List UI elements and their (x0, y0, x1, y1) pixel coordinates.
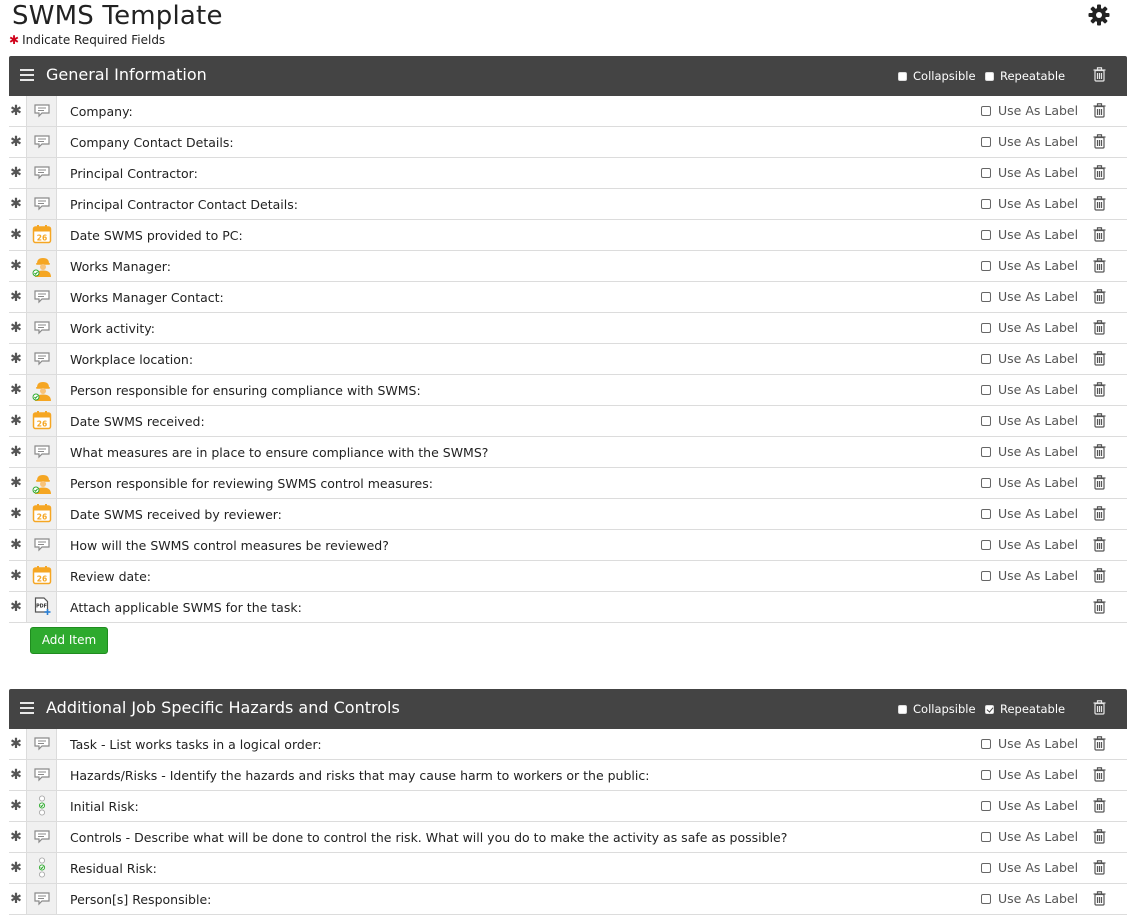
use-as-label-option[interactable] (981, 537, 1078, 552)
field-row[interactable] (9, 561, 1127, 592)
collapsible-checkbox[interactable] (898, 72, 907, 81)
use-as-label-checkbox[interactable] (981, 168, 991, 178)
calendar-icon[interactable] (26, 220, 57, 250)
field-label[interactable]: Principal Contractor Contact Details: (70, 197, 298, 212)
field-row[interactable] (9, 822, 1127, 853)
collapsible-option[interactable] (898, 69, 976, 83)
use-as-label-text: Use As Label (998, 413, 1079, 428)
delete-row-icon[interactable] (1093, 258, 1106, 273)
collapsible-label: Collapsible (913, 702, 976, 716)
field-row[interactable] (9, 530, 1127, 561)
field-label[interactable]: Workplace location: (70, 352, 194, 367)
use-as-label-option[interactable] (981, 829, 1078, 844)
use-as-label-checkbox[interactable] (981, 292, 991, 302)
field-row[interactable] (9, 251, 1127, 282)
use-as-label-checkbox[interactable] (981, 323, 991, 333)
required-star-icon[interactable]: ✱ (10, 475, 22, 491)
svg-text:26: 26 (36, 419, 48, 429)
repeatable-label: Repeatable (1000, 69, 1066, 83)
delete-row-icon[interactable] (1093, 537, 1106, 552)
field-row[interactable] (9, 853, 1127, 884)
field-label[interactable]: Company: (70, 104, 133, 119)
repeatable-label: Repeatable (1000, 702, 1066, 716)
required-star-icon[interactable]: ✱ (10, 891, 22, 907)
worker-icon[interactable] (26, 375, 57, 405)
page-title: SWMS Template (12, 1, 223, 31)
field-row[interactable] (9, 375, 1127, 406)
required-star-icon[interactable]: ✱ (10, 258, 22, 274)
use-as-label-text: Use As Label (998, 196, 1079, 211)
use-as-label-text: Use As Label (998, 351, 1079, 366)
use-as-label-checkbox[interactable] (981, 354, 991, 364)
field-row[interactable] (9, 760, 1127, 791)
delete-row-icon[interactable] (1093, 736, 1106, 751)
field-row[interactable] (9, 437, 1127, 468)
use-as-label-checkbox[interactable] (981, 385, 991, 395)
delete-section-icon[interactable] (1093, 67, 1106, 82)
field-label[interactable]: Controls - Describe what will be done to control the risk. What will you do to make the activity as safe as possible? (70, 830, 788, 845)
field-row[interactable] (9, 468, 1127, 499)
gear-icon[interactable] (1087, 3, 1111, 27)
section-header (9, 56, 1127, 96)
field-label[interactable]: Principal Contractor: (70, 166, 198, 181)
required-star-icon: ✱ (9, 33, 20, 47)
use-as-label-option[interactable] (981, 767, 1078, 782)
drag-handle-icon[interactable] (20, 702, 34, 714)
repeatable-option[interactable] (985, 702, 1065, 716)
field-label[interactable]: Task - List works tasks in a logical order: (70, 737, 322, 752)
use-as-label-checkbox[interactable] (981, 571, 991, 581)
field-label[interactable]: Review date: (70, 569, 151, 584)
use-as-label-text: Use As Label (998, 165, 1079, 180)
field-label[interactable]: Works Manager Contact: (70, 290, 224, 305)
required-star-icon[interactable]: ✱ (10, 382, 22, 398)
delete-row-icon[interactable] (1093, 351, 1106, 366)
field-label[interactable]: Person responsible for ensuring compliance with SWMS: (70, 383, 421, 398)
delete-row-icon[interactable] (1093, 568, 1106, 583)
field-row[interactable] (9, 344, 1127, 375)
delete-row-icon[interactable] (1093, 475, 1106, 490)
comment-icon[interactable] (26, 729, 57, 759)
required-star-icon[interactable]: ✱ (10, 767, 22, 783)
delete-row-icon[interactable] (1093, 829, 1106, 844)
use-as-label-checkbox[interactable] (981, 478, 991, 488)
required-star-icon[interactable]: ✱ (10, 103, 22, 119)
field-row[interactable] (9, 127, 1127, 158)
use-as-label-option[interactable] (981, 196, 1078, 211)
required-star-icon[interactable]: ✱ (10, 227, 22, 243)
section-title: General Information (46, 65, 207, 84)
field-row[interactable] (9, 313, 1127, 344)
use-as-label-checkbox[interactable] (981, 509, 991, 519)
field-label[interactable]: Date SWMS provided to PC: (70, 228, 243, 243)
use-as-label-text: Use As Label (998, 227, 1079, 242)
use-as-label-text: Use As Label (998, 537, 1079, 552)
use-as-label-text: Use As Label (998, 891, 1079, 906)
use-as-label-option[interactable] (981, 798, 1078, 813)
use-as-label-text: Use As Label (998, 289, 1079, 304)
comment-icon[interactable] (26, 344, 57, 374)
comment-icon[interactable] (26, 437, 57, 467)
field-label[interactable]: Initial Risk: (70, 799, 139, 814)
comment-icon[interactable] (26, 313, 57, 343)
required-star-icon[interactable]: ✱ (10, 829, 22, 845)
use-as-label-checkbox[interactable] (981, 770, 991, 780)
required-star-icon[interactable]: ✱ (10, 568, 22, 584)
delete-row-icon[interactable] (1093, 599, 1106, 614)
field-label[interactable]: Person[s] Responsible: (70, 892, 212, 907)
use-as-label-checkbox[interactable] (981, 540, 991, 550)
field-row[interactable] (9, 406, 1127, 437)
required-star-icon[interactable]: ✱ (10, 860, 22, 876)
use-as-label-option[interactable] (981, 475, 1078, 490)
comment-icon[interactable] (26, 530, 57, 560)
required-star-icon[interactable]: ✱ (10, 444, 22, 460)
delete-row-icon[interactable] (1093, 506, 1106, 521)
delete-row-icon[interactable] (1093, 289, 1106, 304)
field-row[interactable] (9, 158, 1127, 189)
required-star-icon[interactable]: ✱ (10, 798, 22, 814)
use-as-label-option[interactable] (981, 320, 1078, 335)
field-row[interactable] (9, 729, 1127, 760)
repeatable-option[interactable] (985, 69, 1065, 83)
collapsible-label: Collapsible (913, 69, 976, 83)
use-as-label-text: Use As Label (998, 258, 1079, 273)
field-label[interactable]: Person responsible for reviewing SWMS control measures: (70, 476, 433, 491)
required-star-icon[interactable]: ✱ (10, 165, 22, 181)
required-star-icon[interactable]: ✱ (10, 351, 22, 367)
svg-text:26: 26 (36, 512, 48, 522)
svg-text:26: 26 (36, 574, 48, 584)
use-as-label-option[interactable] (981, 860, 1078, 875)
delete-row-icon[interactable] (1093, 227, 1106, 242)
radio-options-icon[interactable] (26, 853, 57, 883)
field-row[interactable] (9, 189, 1127, 220)
field-row[interactable] (9, 96, 1127, 127)
required-star-icon[interactable]: ✱ (10, 537, 22, 553)
field-list (9, 96, 1127, 623)
delete-row-icon[interactable] (1093, 891, 1106, 906)
use-as-label-checkbox[interactable] (981, 832, 991, 842)
use-as-label-option[interactable] (981, 227, 1078, 242)
use-as-label-text: Use As Label (998, 103, 1079, 118)
field-label[interactable]: Attach applicable SWMS for the task: (70, 600, 302, 615)
required-star-icon[interactable]: ✱ (10, 320, 22, 336)
section-additional-hazards (9, 689, 1127, 915)
use-as-label-text: Use As Label (998, 798, 1079, 813)
comment-icon[interactable] (26, 760, 57, 790)
use-as-label-checkbox[interactable] (981, 447, 991, 457)
delete-row-icon[interactable] (1093, 382, 1106, 397)
comment-icon[interactable] (26, 884, 57, 914)
field-label[interactable]: What measures are in place to ensure compliance with the SWMS? (70, 445, 489, 460)
use-as-label-option[interactable] (981, 103, 1078, 118)
field-row[interactable] (9, 791, 1127, 822)
field-label[interactable]: Work activity: (70, 321, 156, 336)
delete-row-icon[interactable] (1093, 103, 1106, 118)
use-as-label-text: Use As Label (998, 506, 1079, 521)
field-row[interactable] (9, 884, 1127, 915)
field-row[interactable] (9, 220, 1127, 251)
comment-icon[interactable] (26, 127, 57, 157)
use-as-label-text: Use As Label (998, 134, 1079, 149)
field-list (9, 729, 1127, 915)
use-as-label-text: Use As Label (998, 444, 1079, 459)
use-as-label-text: Use As Label (998, 568, 1079, 583)
use-as-label-option[interactable] (981, 891, 1078, 906)
use-as-label-checkbox[interactable] (981, 106, 991, 116)
use-as-label-option[interactable] (981, 382, 1078, 397)
use-as-label-text: Use As Label (998, 736, 1079, 751)
required-star-icon[interactable]: ✱ (10, 599, 22, 615)
use-as-label-checkbox[interactable] (981, 199, 991, 209)
field-row[interactable] (9, 499, 1127, 530)
field-label[interactable]: Hazards/Risks - Identify the hazards and risks that may cause harm to workers or the public: (70, 768, 650, 783)
drag-handle-icon[interactable] (20, 69, 34, 81)
field-row[interactable] (9, 592, 1127, 623)
calendar-icon[interactable] (26, 499, 57, 529)
comment-icon[interactable] (26, 158, 57, 188)
required-star-icon[interactable]: ✱ (10, 506, 22, 522)
use-as-label-checkbox[interactable] (981, 416, 991, 426)
delete-row-icon[interactable] (1093, 134, 1106, 149)
field-label[interactable]: Residual Risk: (70, 861, 157, 876)
comment-icon[interactable] (26, 822, 57, 852)
use-as-label-text: Use As Label (998, 829, 1079, 844)
field-label[interactable]: Company Contact Details: (70, 135, 234, 150)
field-label[interactable]: How will the SWMS control measures be reviewed? (70, 538, 389, 553)
field-label[interactable]: Date SWMS received: (70, 414, 205, 429)
section-title: Additional Job Specific Hazards and Controls (46, 698, 400, 717)
required-note-text: Indicate Required Fields (22, 33, 166, 47)
field-label[interactable]: Works Manager: (70, 259, 171, 274)
required-star-icon[interactable]: ✱ (10, 134, 22, 150)
collapsible-option[interactable] (898, 702, 976, 716)
section-general-information (9, 56, 1127, 623)
delete-row-icon[interactable] (1093, 196, 1106, 211)
collapsible-checkbox[interactable] (898, 705, 907, 714)
use-as-label-option[interactable] (981, 413, 1078, 428)
use-as-label-option[interactable] (981, 506, 1078, 521)
delete-section-icon[interactable] (1093, 700, 1106, 715)
delete-row-icon[interactable] (1093, 444, 1106, 459)
use-as-label-option[interactable] (981, 289, 1078, 304)
svg-text:26: 26 (36, 233, 48, 243)
use-as-label-text: Use As Label (998, 382, 1079, 397)
delete-row-icon[interactable] (1093, 413, 1106, 428)
delete-row-icon[interactable] (1093, 767, 1106, 782)
required-star-icon[interactable]: ✱ (10, 736, 22, 752)
use-as-label-checkbox[interactable] (981, 863, 991, 873)
required-note (9, 33, 165, 47)
delete-row-icon[interactable] (1093, 860, 1106, 875)
worker-icon[interactable] (26, 468, 57, 498)
calendar-icon[interactable] (26, 406, 57, 436)
use-as-label-text: Use As Label (998, 475, 1079, 490)
repeatable-checkbox[interactable] (985, 72, 994, 81)
use-as-label-option[interactable] (981, 134, 1078, 149)
required-star-icon[interactable]: ✱ (10, 289, 22, 305)
use-as-label-checkbox[interactable] (981, 137, 991, 147)
delete-row-icon[interactable] (1093, 165, 1106, 180)
use-as-label-option[interactable] (981, 736, 1078, 751)
use-as-label-checkbox[interactable] (981, 230, 991, 240)
field-row[interactable] (9, 282, 1127, 313)
worker-icon[interactable] (26, 251, 57, 281)
radio-options-icon[interactable] (26, 791, 57, 821)
use-as-label-option[interactable] (981, 351, 1078, 366)
delete-row-icon[interactable] (1093, 320, 1106, 335)
comment-icon[interactable] (26, 282, 57, 312)
use-as-label-checkbox[interactable] (981, 739, 991, 749)
use-as-label-text: Use As Label (998, 767, 1079, 782)
section-header (9, 689, 1127, 729)
use-as-label-checkbox[interactable] (981, 894, 991, 904)
use-as-label-option[interactable] (981, 165, 1078, 180)
repeatable-checkbox[interactable] (985, 705, 994, 714)
svg-text:PDF: PDF (36, 604, 47, 610)
delete-row-icon[interactable] (1093, 798, 1106, 813)
use-as-label-checkbox[interactable] (981, 801, 991, 811)
calendar-icon[interactable] (26, 561, 57, 591)
comment-icon[interactable] (26, 189, 57, 219)
add-item-button[interactable]: Add Item (30, 627, 108, 654)
field-label[interactable]: Date SWMS received by reviewer: (70, 507, 282, 522)
required-star-icon[interactable]: ✱ (10, 196, 22, 212)
use-as-label-text: Use As Label (998, 860, 1079, 875)
comment-icon[interactable] (26, 96, 57, 126)
use-as-label-option[interactable] (981, 258, 1078, 273)
required-star-icon[interactable]: ✱ (10, 413, 22, 429)
use-as-label-text: Use As Label (998, 320, 1079, 335)
pdf-attach-icon[interactable] (26, 592, 57, 622)
use-as-label-option[interactable] (981, 568, 1078, 583)
use-as-label-option[interactable] (981, 444, 1078, 459)
use-as-label-checkbox[interactable] (981, 261, 991, 271)
